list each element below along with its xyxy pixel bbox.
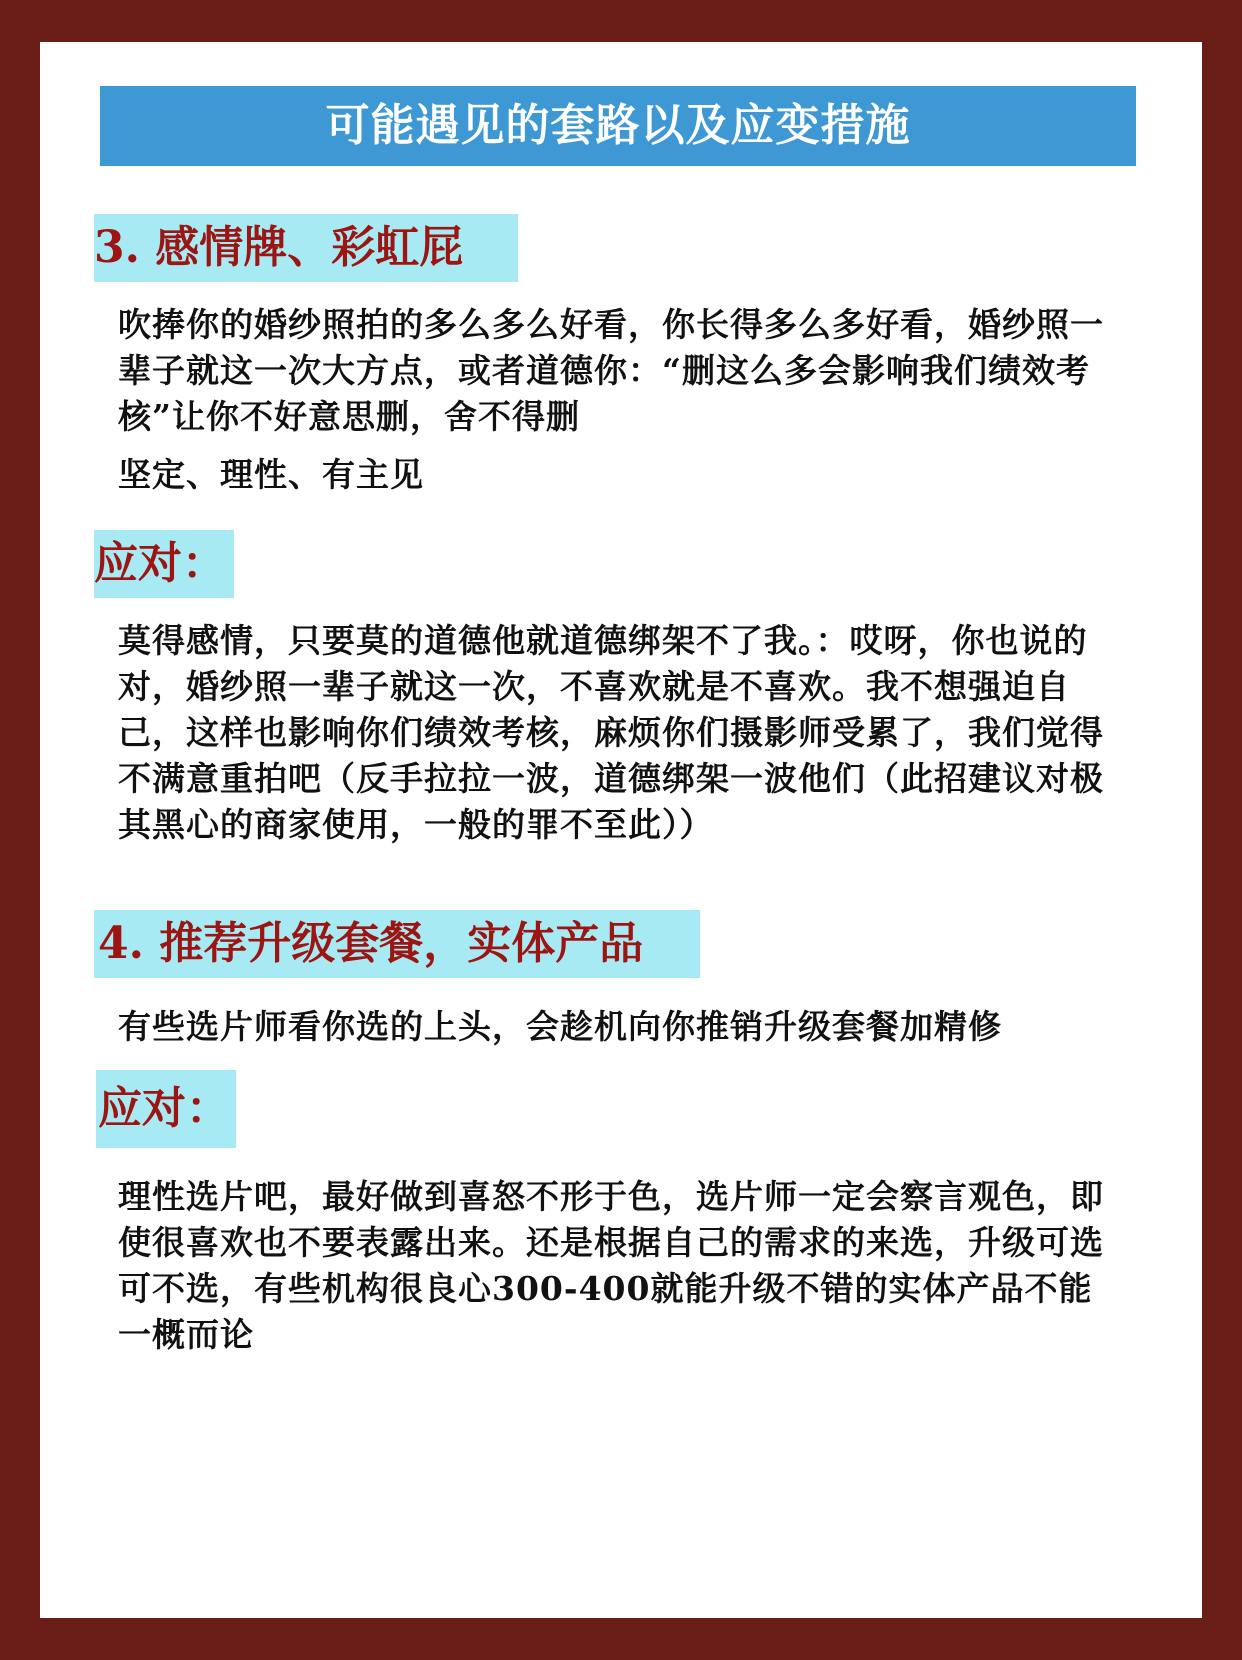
section-4-heading: 4. 推荐升级套餐，实体产品 [94, 910, 700, 978]
section-3-response: 莫得感情，只要莫的道德他就道德绑架不了我。：哎呀，你也说的对，婚纱照一辈子就这一次，不喜欢就是不喜欢。我不想强迫自己，这样也影响你们绩效考核，麻烦你们摄影师受累了，我们觉得不满意重拍吧（反手拉拉一波，道德绑架一波他们（此招建议对极其黑心的商家使用，一般的罪不至此）） [118, 621, 1104, 844]
page-title: 可能遇见的套路以及应变措施 [100, 86, 1136, 166]
section-4-description: 有些选片师看你选的上头，会趁机向你推销升级套餐加精修 [118, 1007, 1002, 1046]
section-3-heading: 3. 感情牌、彩虹屁 [94, 214, 518, 282]
section-3-response-label: 应对： [94, 530, 234, 598]
section-4-response: 理性选片吧，最好做到喜怒不形于色，选片师一定会察言观色，即使很喜欢也不要表露出来。还是根据自己的需求的来选，升级可选可不选，有些机构很良心300-400就能升级不错的实体产品不能一概而论 [118, 1177, 1104, 1354]
document-page [40, 42, 1202, 1618]
section-3-attitude: 坚定、理性、有主见 [118, 455, 424, 494]
section-4-response-label: 应对： [96, 1070, 236, 1148]
section-3-description: 吹捧你的婚纱照拍的多么多么好看，你长得多么多好看，婚纱照一辈子就这一次大方点，或者道德你：“删这么多会影响我们绩效考核”让你不好意思删，舍不得删 [118, 305, 1104, 436]
